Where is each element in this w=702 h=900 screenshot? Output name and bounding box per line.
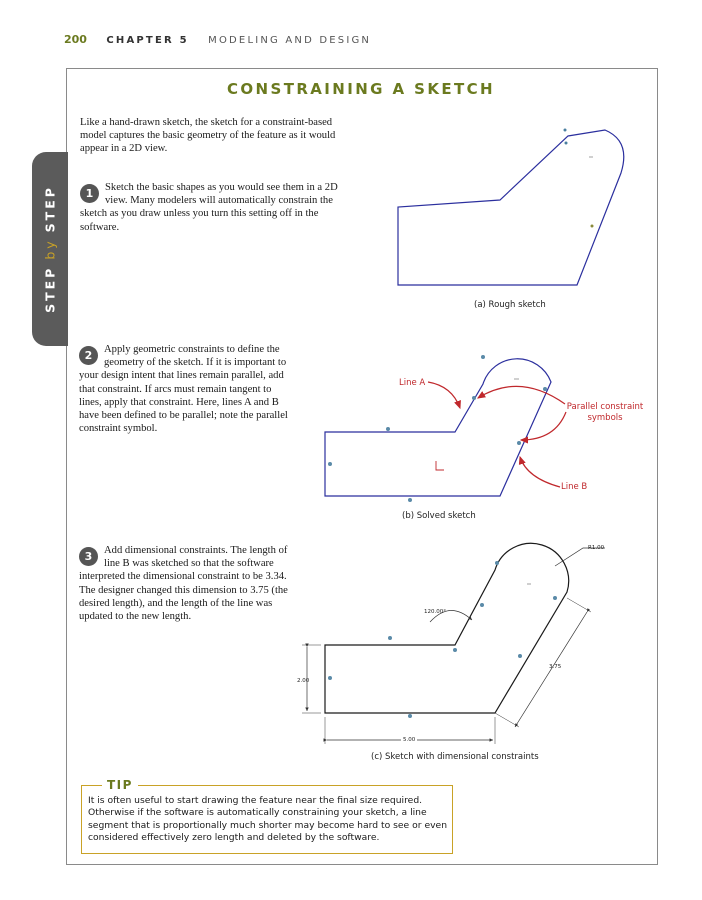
intro-text: Like a hand-drawn sketch, the sketch for a constraint-based model captures the basic geometry of the feature as it would appear in a 2D view. bbox=[80, 117, 336, 155]
step-3-text: Add dimensional constraints. The length of line B was sketched so that the software interpreted the dimensional constraint to be 3.34. The designer changed this dimension to 3.75 (the desired length), and the length of the line was updated to the new length. bbox=[79, 545, 288, 623]
page-title: CONSTRAINING A SKETCH bbox=[226, 80, 495, 98]
dimensioned-sketch-figure bbox=[302, 543, 605, 744]
line-b-arrow bbox=[520, 457, 560, 487]
rough-sketch-figure bbox=[398, 129, 624, 286]
step-1-number: 1 bbox=[80, 184, 99, 203]
parallel-arrow-1 bbox=[478, 386, 565, 404]
step-1-text: Sketch the basic shapes as you would see them in a 2D view. Many modelers will automatically constrain the sketch as you draw unless you turn this setting off in the software. bbox=[80, 182, 338, 233]
caption-rough-sketch: (a) Rough sketch bbox=[474, 300, 546, 310]
line-b-label: Line B bbox=[561, 482, 588, 492]
radius-dimension: R1.00 bbox=[588, 545, 605, 551]
line-a-label: Line A bbox=[399, 378, 426, 388]
chapter-label: CHAPTER 5 bbox=[106, 35, 189, 46]
caption-dimensioned-sketch: (c) Sketch with dimensional constraints bbox=[371, 752, 539, 762]
rough-sketch-outline bbox=[398, 130, 624, 285]
step-by-step-label: STEPbySTEP bbox=[42, 185, 58, 313]
chapter-title: MODELING AND DESIGN bbox=[208, 35, 372, 46]
page-number: 200 bbox=[64, 33, 87, 46]
step-2-number: 2 bbox=[79, 346, 98, 365]
parallel-arrow-2 bbox=[521, 412, 566, 440]
length-dimension: 3.75 bbox=[549, 664, 562, 670]
parallel-constraint-label: Parallel constraint symbols bbox=[566, 402, 644, 423]
tip-label: TIP bbox=[102, 778, 138, 792]
solved-sketch-figure bbox=[325, 355, 566, 502]
caption-solved-sketch: (b) Solved sketch bbox=[402, 511, 476, 521]
angle-dimension: 120.00° bbox=[424, 609, 446, 615]
tip-text: It is often useful to start drawing the feature near the final size required. Otherwise if the software is automatically constraining your sketch, a line segment that is proportionally much shorter may become hard to see or even considered effectively zero length and deleted by the software. bbox=[88, 795, 448, 844]
line-a-arrow bbox=[428, 382, 460, 408]
origin-icon bbox=[436, 461, 444, 470]
dimensioned-sketch-outline bbox=[325, 543, 569, 713]
width-dimension: 5.00 bbox=[403, 737, 416, 743]
height-dimension: 2.00 bbox=[297, 678, 310, 684]
step-2-text: Apply geometric constraints to define the geometry of the sketch. If it is important to your design intent that lines remain parallel, add that constraint. If arcs must remain tangent to lines, apply that constraint. Here, lines A and B have been defined to be parallel; note the parallel constraint symbol. bbox=[79, 344, 288, 435]
step-3-number: 3 bbox=[79, 547, 98, 566]
